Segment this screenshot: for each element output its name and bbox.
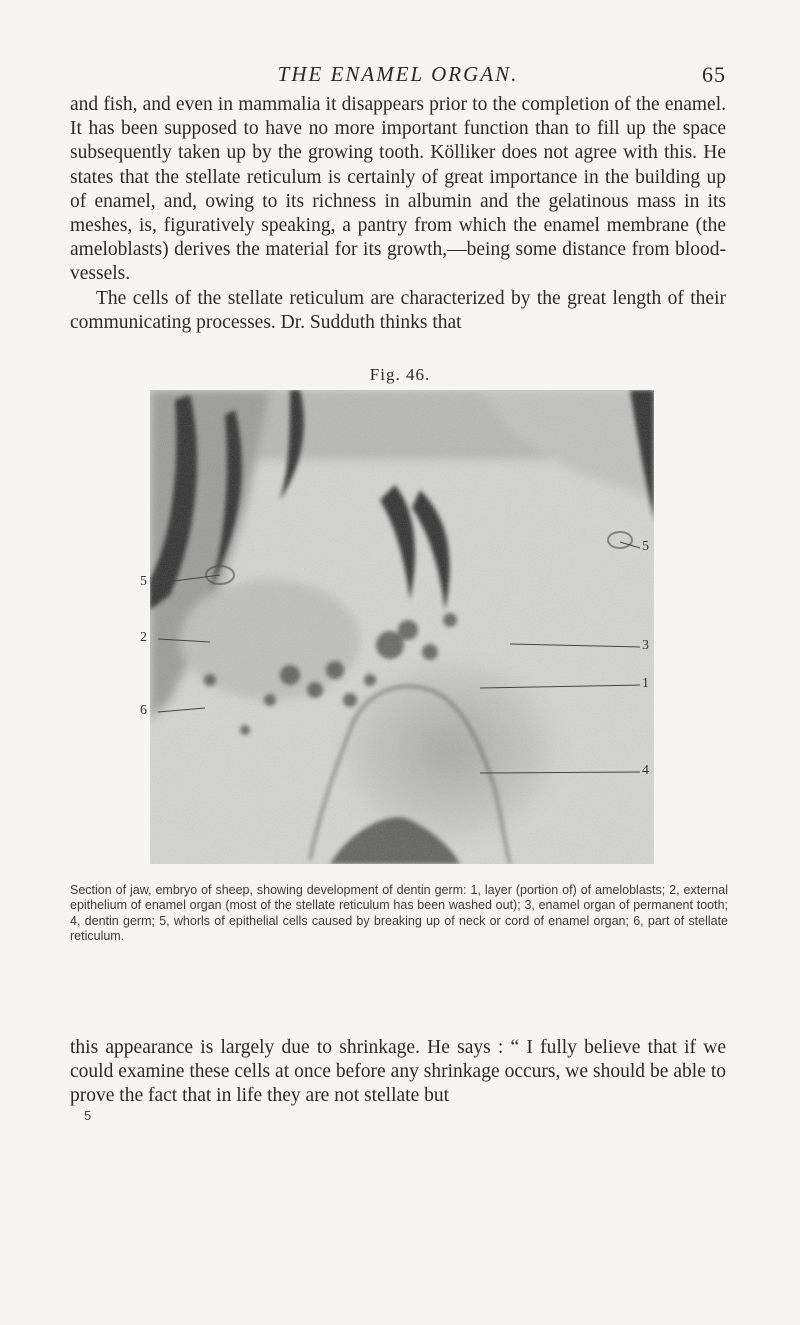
figure-46-micrograph bbox=[140, 390, 654, 864]
page-number: 65 bbox=[702, 62, 726, 87]
running-title: THE ENAMEL ORGAN. bbox=[277, 62, 519, 86]
body-text-bottom bbox=[70, 1036, 726, 1109]
paragraph-2: The cells of the stellate reticulum are characterized by the great length of their communicating processes. Dr. Sudduth thinks that bbox=[70, 287, 726, 333]
micrograph-illustration bbox=[150, 390, 654, 864]
callout-left-6: 6 bbox=[140, 703, 147, 718]
callout-right-3: 3 bbox=[642, 638, 649, 653]
paragraph-1: and fish, and even in mammalia it disappears prior to the completion of the enamel. It has been supposed to have no more important function than to fill up the space subsequently taken up by the growing tooth. Kölliker does not agree with this. He states that the stellate reticulum is certainly of great importance in the building up of enamel, and, owing to its richness in albumin and the gelatinous mass in its meshes, is, figuratively speaking, a pantry from which the enamel membrane (the ameloblasts) derives the material for its growth,—being some distance from blood-vessels. bbox=[70, 94, 726, 285]
callout-right-1: 1 bbox=[642, 676, 649, 691]
paragraph-3: this appearance is largely due to shrinkage. He says : “ I fully believe that if we could examine these cells at once before any shrinkage occurs, we should be able to prove the fact that in life they are not stellate but bbox=[70, 1037, 726, 1107]
callout-right-4: 4 bbox=[642, 763, 649, 778]
callout-right-5: 5 bbox=[642, 539, 649, 554]
callout-left-5: 5 bbox=[140, 574, 147, 589]
figure-label: Fig. 46. bbox=[369, 365, 431, 384]
figure-caption: Section of jaw, embryo of sheep, showing development of dentin germ: 1, layer (portion of) of ameloblasts; 2, external epithelium of enamel organ (most of the stellate reticulum has been washed out); 3, enamel organ of permanent tooth; 4, dentin germ; 5, whorls of epithelial cells caused by breaking up of neck or cord of enamel organ; 6, part of stellate reticulum. bbox=[70, 883, 728, 944]
body-text-top bbox=[70, 93, 726, 335]
callout-left-2: 2 bbox=[140, 630, 147, 645]
running-head bbox=[70, 62, 726, 86]
signature-mark: 5 bbox=[84, 1108, 92, 1123]
